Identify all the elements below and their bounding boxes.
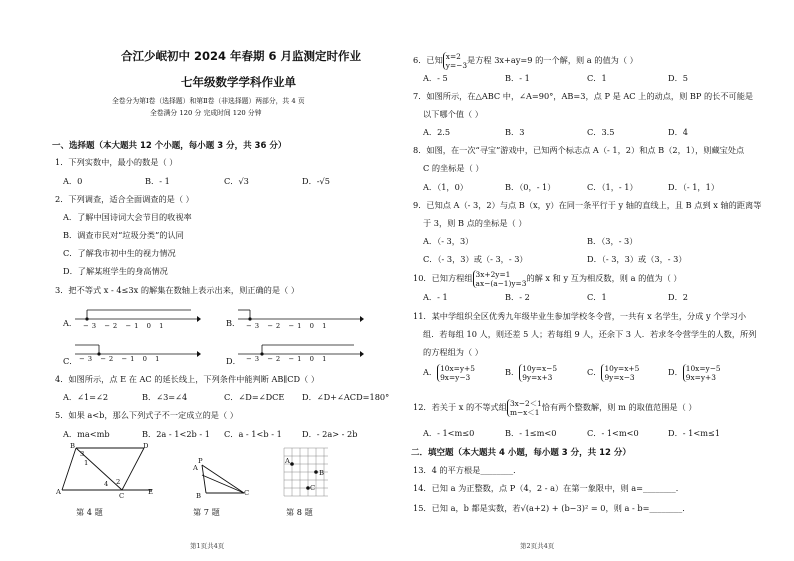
q11-option-d: D． 10x=y−5 9x=y+3	[668, 364, 721, 382]
q10-option-b: B．- 2	[505, 292, 530, 302]
question-9-line1: 9．已知点 A（- 3，2）与点 B（x，y）在同一条平行于 y 轴的直线上，且 B 点到 x 轴的距离等	[413, 200, 762, 210]
question-14: 14．已知 a 为正整数，点 P（4，2 - a）在第一象限中，则 a=________．	[413, 483, 684, 493]
q9-option-a: A．（- 3，3）	[423, 236, 474, 246]
exam-subtitle: 七年级数学学科作业单	[181, 75, 296, 89]
q8-option-c: C．（1，- 1）	[587, 182, 638, 192]
fig4-label-a: A	[56, 488, 61, 496]
fig8-label-b: B	[319, 469, 324, 477]
q6-option-a: A．- 5	[423, 73, 448, 83]
question-11-line3: 的方程组为（ ）	[423, 347, 483, 357]
q7-option-d: D．4	[668, 127, 688, 137]
exam-title: 合江少岷初中 2024 年春期 6 月监测定时作业	[121, 49, 362, 63]
fig4-angle-2: 2	[116, 478, 121, 486]
q8-option-b: B．（0，- 1）	[505, 182, 556, 192]
q2-option-c: C．了解我市初中生的视力情况	[63, 248, 176, 258]
fig7-label-p: P	[198, 457, 203, 465]
q3-label-d: D．	[226, 356, 241, 366]
q6-equation-system: x=2 y=−3	[443, 52, 467, 70]
q1-option-a: A．0	[63, 176, 83, 186]
page-footer-right: 第2页共4页	[520, 542, 555, 550]
fig4-label-d: D	[143, 442, 149, 450]
q7-option-b: B．3	[505, 127, 525, 137]
fig8-caption: 第 8 题	[286, 507, 313, 517]
fig8-label-a: A	[285, 457, 290, 465]
q6-option-d: D．5	[668, 73, 688, 83]
q2-option-b: B．调查市民对“垃圾分类”的认同	[63, 230, 184, 240]
q11-option-b: B． 10y=x−5 9y=x+3	[505, 364, 558, 382]
q4-option-d: D．∠D+∠ACD=180°	[302, 392, 390, 402]
section-1-heading: 一、选择题（本大题共 12 个小题，每小题 3 分，共 36 分）	[52, 141, 287, 151]
q5-option-d: D．- 2a> - 2b	[302, 429, 358, 439]
q9-option-c: C．（- 3，3）或（- 3，- 3）	[423, 254, 528, 264]
q10-option-a: A．- 1	[423, 292, 448, 302]
section-2-heading: 二．填空题（本大题共 4 小题，每小题 3 分，共 12 分）	[411, 448, 631, 458]
question-12: 12．若关于 x 的不等式组 3x−2＜1 m−x＜1 恰有两个整数解，则 m 的取值范围是（ ）	[413, 399, 697, 417]
q3-ticks-a: −3 −2 −1 0 1	[83, 322, 167, 330]
question-11-line1: 11．某中学组织全区优秀九年级毕业生参加学校冬令营，一共有 x 名学生，分成 y 个学习小	[413, 311, 747, 321]
question-3: 3．把不等式 x - 4≤3x 的解集在数轴上表示出来，则正确的是（ ）	[55, 285, 300, 295]
right-page	[397, 0, 794, 561]
q7-option-a: A．2.5	[423, 127, 451, 137]
q6-option-b: B．- 1	[505, 73, 530, 83]
q3-ticks-d: −3 −2 −1 0 1	[246, 355, 330, 363]
q3-label-a: A．	[63, 318, 78, 328]
q9-option-b: B．（3，- 3）	[587, 236, 638, 246]
q3-ticks-b: −3 −2 −1 0 1	[246, 322, 330, 330]
q12-option-a: A．- 1<m≤0	[423, 428, 475, 438]
q11-option-c: C． 10y=x+5 9y=x−3	[587, 364, 640, 382]
q1-option-d: D．-√5	[302, 176, 330, 186]
fig7-label-a: A	[193, 464, 198, 472]
fig7-label-c: C	[244, 489, 250, 497]
question-5: 5．如果 a<b，那么下列式子不一定成立的是（ ）	[55, 410, 238, 420]
q1-option-c: C．√3	[224, 176, 249, 186]
question-4: 4．如图所示，点 E 在 AC 的延长线上，下列条件中能判断 AB∥CD（ ）	[55, 374, 320, 384]
fig4-label-c: C	[119, 492, 125, 500]
exam-info-1: 全卷分为第Ⅰ卷（选择题）和第Ⅱ卷（非选择题）两部分，共 4 页	[112, 97, 305, 105]
q4-option-c: C．∠D=∠DCE	[224, 392, 285, 402]
q10-equation-system: 3x+2y=1 ax−(a−1)y=3	[473, 270, 527, 288]
q2-option-a: A．了解中国诗词大会节目的收视率	[63, 212, 192, 222]
q12-inequality-system: 3x−2＜1 m−x＜1	[507, 399, 542, 417]
fig7-label-b: B	[196, 492, 201, 500]
question-11-line2: 组．若每组 10 人，则还差 5 人；若每组 9 人，还余下 3 人．若求冬令营学生的人数，所列	[423, 329, 757, 339]
fig4-caption: 第 4 题	[76, 507, 103, 517]
question-6: 6．已知 x=2 y=−3 是方程 3x+ay=9 的一个解，则 a 的值为（ ）	[413, 52, 638, 70]
q11-option-a: A． 10x=y+5 9x=y−3	[423, 364, 475, 382]
q2-option-d: D．了解某班学生的身高情况	[63, 266, 168, 276]
question-13: 13．4 的平方根是________．	[413, 465, 522, 475]
question-10: 10．已知方程组 3x+2y=1 ax−(a−1)y=3 的解 x 和 y 互为相反数，则 a 的值为（ ）	[413, 270, 682, 288]
fig4-label-e: E	[148, 488, 153, 496]
question-7-line1: 7．如图所示，在△ABC 中，∠A=90°，AB=3，点 P 是 AC 上的动点，则 BP 的长不可能是	[413, 91, 754, 101]
q4-option-a: A．∠1=∠2	[63, 392, 109, 402]
question-15: 15．已知 a，b 都是实数，若√(a+2) + (b−3)² = 0，则 a - b=________．	[413, 503, 691, 513]
question-9-line2: 于 3，则 B 点的坐标是（ ）	[423, 218, 527, 228]
q1-option-b: B．- 1	[145, 176, 170, 186]
q4-option-b: B．∠3=∠4	[142, 392, 188, 402]
question-7-line2: 以下哪个值（ ）	[423, 109, 483, 119]
q7-option-c: C．3.5	[587, 127, 615, 137]
fig8-label-c: C	[310, 484, 316, 492]
q9-option-d: D．（- 3，3）或（3，- 3）	[587, 254, 687, 264]
fig4-angle-3: 3	[80, 450, 85, 458]
q6-option-c: C．1	[587, 73, 607, 83]
q5-option-b: B．2a - 1<2b - 1	[142, 429, 210, 439]
q5-option-c: C．a - 1<b - 1	[224, 429, 282, 439]
q10-option-c: C．1	[587, 292, 607, 302]
q3-ticks-c: −3 −2 −1 0 1	[79, 355, 163, 363]
q10-option-d: D．2	[668, 292, 688, 302]
fig4-angle-4: 4	[104, 480, 109, 488]
question-8-line2: C 的坐标是（ ）	[423, 163, 484, 173]
fig7-caption: 第 7 题	[193, 507, 220, 517]
exam-info-2: 全卷满分 120 分 完成时间 120 分钟	[150, 109, 262, 117]
q3-label-c: C．	[63, 356, 78, 366]
q12-option-d: D．- 1<m≤1	[668, 428, 721, 438]
fig4-angle-1: 1	[84, 459, 89, 467]
fig4-label-b: B	[70, 442, 75, 450]
q3-label-b: B．	[226, 318, 241, 328]
question-8-line1: 8．如图，在一次“寻宝”游戏中，已知两个标志点 A（- 1，2）和点 B（2，1），则藏宝处点	[413, 145, 745, 155]
question-2: 2．下列调查，适合全面调查的是（ ）	[55, 194, 194, 204]
q12-option-c: C．- 1<m<0	[587, 428, 639, 438]
question-1: 1．下列实数中，最小的数是（ ）	[55, 157, 178, 167]
q8-option-d: D．（- 1，1）	[668, 182, 720, 192]
page-footer-left: 第1页共4页	[190, 542, 225, 550]
q5-option-a: A．ma<mb	[63, 429, 110, 439]
q12-option-b: B．- 1≤m<0	[505, 428, 557, 438]
q15-expression: √(a+2) + (b−3)² = 0	[520, 503, 606, 513]
q8-option-a: A．（1，0）	[423, 182, 468, 192]
